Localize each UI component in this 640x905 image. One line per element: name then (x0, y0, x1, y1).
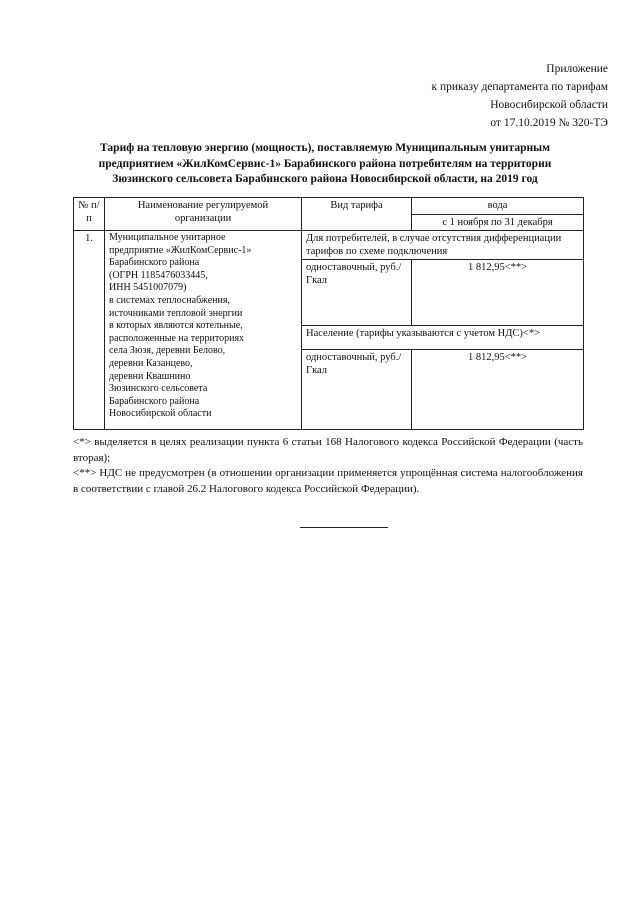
tariff-value-cell: 1 812,95<**> (412, 350, 584, 430)
org-name-cell (105, 231, 302, 430)
header-water: вода (412, 198, 584, 215)
tariff-type-cell: одноставочный, руб./Гкал (302, 260, 412, 326)
header-period: с 1 ноября по 31 декабря (412, 215, 584, 231)
org-line: предприятие «ЖилКомСервис-1» (109, 244, 252, 256)
footnote-vat: <*> выделяется в целях реализации пункта 6 статьи 168 Налогового кодекса Российской Федерации (часть вторая); (73, 436, 583, 464)
org-line: в системах теплоснабжения, (109, 294, 230, 306)
org-line: расположенные на территориях (109, 332, 245, 344)
document-title: Тариф на тепловую энергию (мощность), поставляемую Муниципальным унитарным предприятием «ЖилКомСервис-1» Барабинского района потребителям на территории Зюзинского сельсовета Барабинского района Новосибирской области, на 2019 год (98, 142, 552, 185)
org-line: деревни Квашнино (109, 370, 191, 382)
header-org: Наименование регулируемой организации (105, 198, 302, 231)
appendix-region: Новосибирской области (490, 99, 608, 111)
tariff-type-cell: одноставочный, руб./Гкал (302, 350, 412, 430)
appendix-order-ref: к приказу департамента по тарифам (431, 81, 608, 93)
org-line: Зюзинского сельсовета (109, 383, 208, 395)
org-line: источниками тепловой энергии (109, 307, 243, 319)
row-number: 1. (74, 231, 105, 430)
org-line: (ОГРН 1185476033445, (109, 269, 208, 281)
header-row-1 (74, 198, 584, 215)
footnote-no-vat: <**> НДС не предусмотрен (в отношении организации применяется упрощённая система налогообложения в соответствии с главой 26.2 Налогового кодекса Российской Федерации). (73, 467, 583, 495)
appendix-label: Приложение (546, 63, 608, 75)
org-line: в которых являются котельные, (109, 320, 243, 332)
org-line: ИНН 5451007079) (109, 282, 187, 294)
header-tariff-type: Вид тарифа (302, 198, 412, 231)
org-line: Новосибирской области (109, 408, 212, 420)
tariff-value-cell: 1 812,95<**> (412, 260, 584, 326)
section-population: Население (тарифы указываются с учетом НДС)<*> (302, 326, 584, 350)
table-row (74, 231, 584, 260)
header-num: № п/п (74, 198, 105, 231)
org-line: Барабинского района (109, 395, 200, 407)
org-line: Барабинского района (109, 257, 200, 269)
section-consumers: Для потребителей, в случае отсутствия дифференциации тарифов по схеме подключения (302, 231, 584, 260)
tariff-table (73, 197, 584, 430)
org-line: Муниципальное унитарное (109, 232, 226, 243)
org-line: села Зюзя, деревни Белово, (109, 345, 226, 357)
closing-rule (300, 527, 388, 528)
appendix-date-number: от 17.10.2019 № 320-ТЭ (490, 117, 608, 129)
footnotes (73, 435, 583, 497)
appendix-header (431, 60, 608, 132)
org-line: деревни Казанцево, (109, 357, 193, 369)
